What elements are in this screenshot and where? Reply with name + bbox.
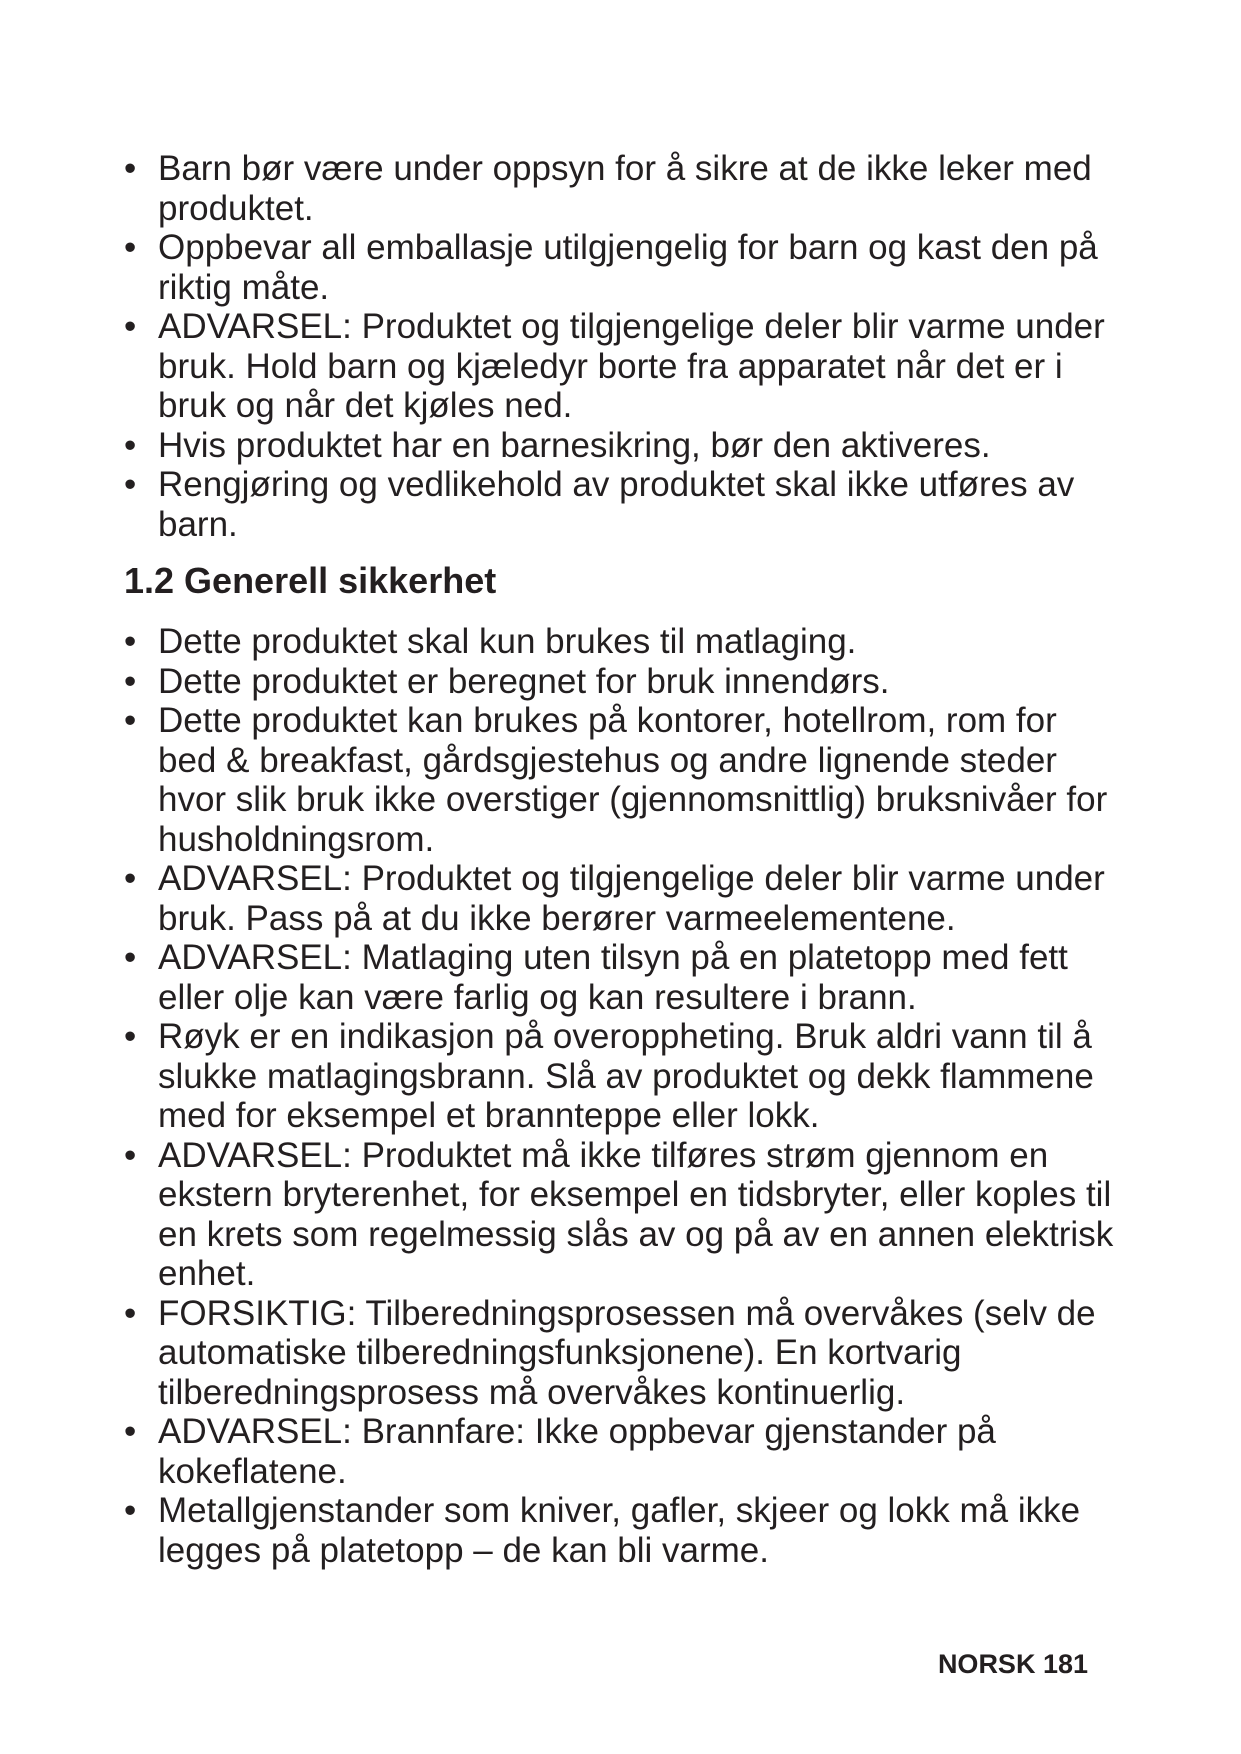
list-item: • ADVARSEL: Matlaging uten tilsyn på en platetopp med fett eller olje kan være farlig og kan resultere i brann.	[124, 938, 1124, 1017]
list-item: • Dette produktet kan brukes på kontorer, hotellrom, rom for bed & breakfast, gårdsgjestehus og andre lignende steder hvor slik bruk ikke overstiger (gjennomsnittlig) bruksnivåer for husholdningsrom.	[124, 701, 1124, 859]
list-item: • ADVARSEL: Produktet og tilgjengelige deler blir varme under bruk. Pass på at du ikke berører varmeelementene.	[124, 859, 1124, 938]
child-safety-list	[124, 149, 1124, 544]
page-number: NORSK 181	[937, 1649, 1088, 1679]
list-item: • Dette produktet skal kun brukes til matlaging.	[124, 622, 1124, 662]
list-item: • FORSIKTIG: Tilberedningsprosessen må overvåkes (selv de automatiske tilberedningsfunksjonene). En kortvarig tilberedningsprosess må overvåkes kontinuerlig.	[124, 1294, 1124, 1413]
list-item: • ADVARSEL: Produktet og tilgjengelige deler blir varme under bruk. Hold barn og kjæledyr borte fra apparatet når det er i bruk og når det kjøles ned.	[124, 307, 1124, 426]
list-item: • Metallgjenstander som kniver, gafler, skjeer og lokk må ikke legges på platetopp – de kan bli varme.	[124, 1491, 1124, 1570]
list-item: • Rengjøring og vedlikehold av produktet skal ikke utføres av barn.	[124, 465, 1124, 544]
list-item: • Hvis produktet har en barnesikring, bør den aktiveres.	[124, 426, 1124, 466]
list-item: • ADVARSEL: Produktet må ikke tilføres strøm gjennom en ekstern bryterenhet, for eksempel en tidsbryter, eller koples til en krets som regelmessig slås av og på av en annen elektrisk enhet.	[124, 1136, 1124, 1294]
general-safety-list	[124, 622, 1124, 1570]
list-item: • Oppbevar all emballasje utilgjengelig for barn og kast den på riktig måte.	[124, 228, 1124, 307]
list-item: • ADVARSEL: Brannfare: Ikke oppbevar gjenstander på kokeflatene.	[124, 1412, 1124, 1491]
list-item: • Røyk er en indikasjon på overoppheting. Bruk aldri vann til å slukke matlagingsbrann. Slå av produktet og dekk flammene med for eksempel et brannteppe eller lokk.	[124, 1017, 1124, 1136]
list-item: • Barn bør være under oppsyn for å sikre at de ikke leker med produktet.	[124, 149, 1124, 228]
list-item: • Dette produktet er beregnet for bruk innendørs.	[124, 662, 1124, 702]
section-heading: 1.2 Generell sikkerhet	[124, 560, 497, 601]
